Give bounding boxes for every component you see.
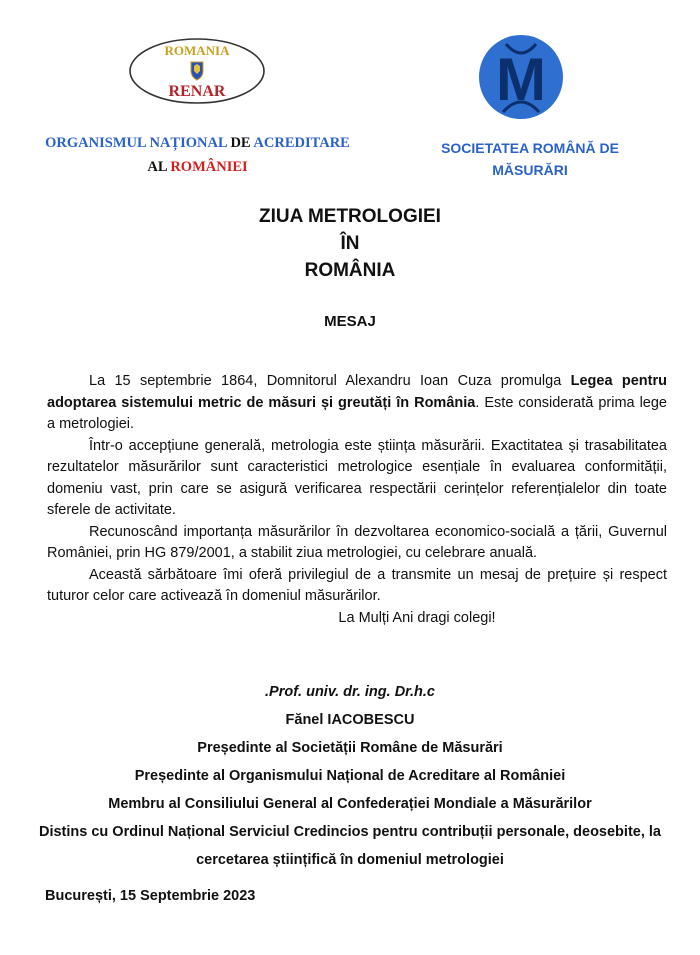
paragraph-1: La 15 septembrie 1864, Domnitorul Alexandru Ioan Cuza promulga Legea pentru adoptarea sistemului metric de măsuri și greutăți în România. Este considerată prima lege a metrologiei. [47,373,667,432]
date-line: București, 15 Septembrie 2023 [45,888,256,904]
signer-name: Fănel IACOBESCU [285,712,415,728]
srm-logo-letter: M [496,46,546,113]
renar-logo-top-text: ROMANIA [164,43,230,58]
renar-org-name: ORGANISMUL NAȚIONAL DE ACREDITARE AL ROMÂNIEI [45,135,350,175]
renar-logo-bottom-text: RENAR [168,83,226,100]
message-heading: MESAJ [324,313,376,330]
renar-logo [127,36,267,106]
role-2: Președinte al Organismului Național de Acreditare al României [134,768,566,784]
role-3: Membru al Consiliului General al Confederației Mondiale a Măsurărilor [108,796,592,812]
srm-org-name: SOCIETATEA ROMÂNĂ DE MĂSURĂRI [441,140,619,178]
greeting: La Mulți Ani dragi colegi! [338,609,496,626]
academic-title: .Prof. univ. dr. ing. Dr.h.c [265,684,435,700]
paragraph-3: Recunoscând importanța măsurărilor în dezvoltarea economico-socială a țării, Guvernul României, prin HG 879/2001, a stabilit ziua metrologiei, cu celebrare anuală. [47,523,667,561]
srm-logo [476,32,566,122]
role-1: Președinte al Societății Române de Măsurări [197,740,503,756]
signature-block [20,678,680,874]
role-4: Distins cu Ordinul Național Serviciul Credincios pentru contribuții personale, deosebite, la cercetarea științifică în domeniul metrologiei [38,824,661,868]
paragraph-2: Într-o accepțiune generală, metrologia este știința măsurării. Exactitatea și trasabilitatea rezultatelor măsurărilor sunt caracteristici metrologice esențiale în evaluarea conformității, domeniu vast, prin care se asigură verificarea respectării cerințelor referențialelor din toate sferele de activitate. [47,437,667,518]
paragraph-4: Această sărbătoare îmi oferă privilegiul de a transmite un mesaj de prețuire și respect tuturor celor care activează în domeniul măsurărilor. [47,566,667,604]
coat-of-arms-icon [191,62,203,80]
message-body [47,371,667,629]
page-title: ZIUA METROLOGIEI ÎN ROMÂNIA [259,206,441,281]
